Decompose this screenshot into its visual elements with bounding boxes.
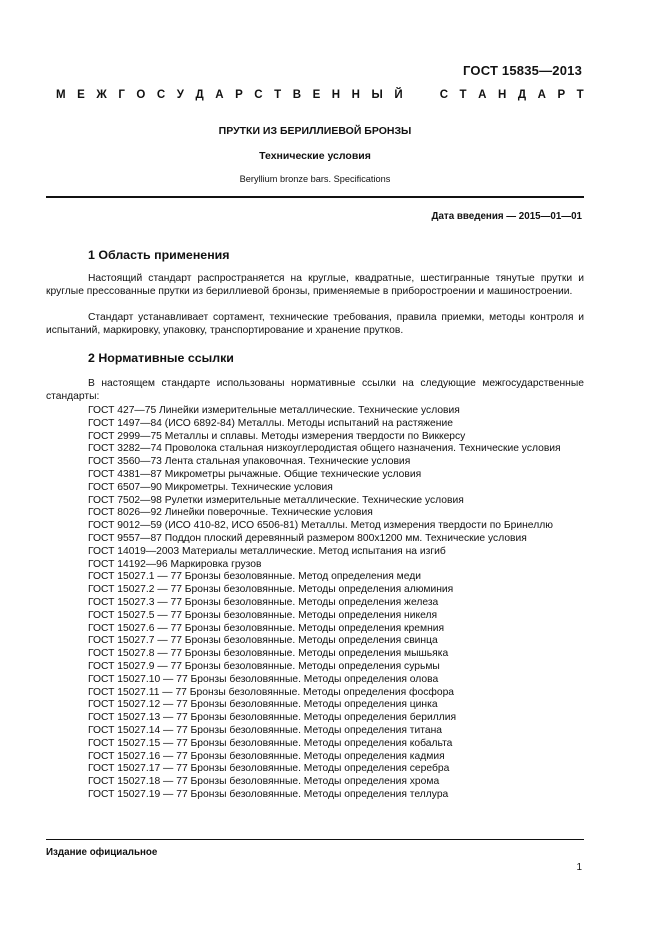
reference-item: ГОСТ 3560—73 Лента стальная упаковочная. Технические условия bbox=[88, 456, 411, 468]
reference-item: ГОСТ 15027.16 — 77 Бронзы безоловянные. Методы определения кадмия bbox=[88, 750, 445, 762]
reference-item: ГОСТ 14192—96 Маркировка грузов bbox=[88, 558, 262, 570]
reference-item: ГОСТ 15027.2 — 77 Бронзы безоловянные. Методы определения алюминия bbox=[88, 584, 454, 596]
reference-item: ГОСТ 15027.3 — 77 Бронзы безоловянные. Методы определения железа bbox=[88, 596, 439, 608]
reference-item: ГОСТ 6507—90 Микрометры. Технические условия bbox=[88, 481, 333, 493]
reference-item: ГОСТ 8026—92 Линейки поверочные. Технические условия bbox=[88, 507, 373, 519]
reference-item: ГОСТ 7502—98 Рулетки измерительные металлические. Технические условия bbox=[88, 494, 464, 506]
reference-item: ГОСТ 15027.11 — 77 Бронзы безоловянные. Методы определения фосфора bbox=[88, 686, 455, 698]
page-number: 1 bbox=[576, 862, 582, 873]
reference-item: ГОСТ 15027.18 — 77 Бронзы безоловянные. Методы определения хрома bbox=[88, 776, 440, 788]
footer-divider bbox=[46, 839, 584, 840]
reference-item: ГОСТ 15027.1 — 77 Бронзы безоловянные. Метод определения меди bbox=[88, 571, 421, 583]
reference-item: ГОСТ 15027.14 — 77 Бронзы безоловянные. Методы определения титана bbox=[88, 724, 442, 736]
official-edition-label: Издание официальное bbox=[46, 847, 158, 858]
section-2-heading: 2 Нормативные ссылки bbox=[88, 351, 234, 365]
reference-item: ГОСТ 15027.10 — 77 Бронзы безоловянные. Методы определения олова bbox=[88, 673, 439, 685]
reference-item: ГОСТ 15027.5 — 77 Бронзы безоловянные. Методы определения никеля bbox=[88, 609, 438, 621]
reference-item: ГОСТ 15027.8 — 77 Бронзы безоловянные. Методы определения мышьяка bbox=[88, 648, 449, 660]
reference-item: ГОСТ 15027.12 — 77 Бронзы безоловянные. Методы определения цинка bbox=[88, 699, 438, 711]
reference-item: ГОСТ 15027.15 — 77 Бронзы безоловянные. Методы определения кобальта bbox=[88, 737, 453, 749]
reference-item: ГОСТ 2999—75 Металлы и сплавы. Методы измерения твердости по Виккерсу bbox=[88, 430, 466, 442]
reference-item: ГОСТ 15027.17 — 77 Бронзы безоловянные. Методы определения серебра bbox=[88, 763, 450, 775]
interstate-standard-banner: М Е Ж Г О С У Д А Р С Т В Е Н Н Ы Й С Т А Н Д А Р Т bbox=[56, 89, 584, 101]
section-1-paragraph-1: Настоящий стандарт распространяется на круглые, квадратные, шестигранные тянутые прутки и круглые прессованные прутки из бериллиевой бронзы, применяемые в приборостроении и машиностроении. bbox=[46, 273, 584, 297]
reference-item: ГОСТ 9012—59 (ИСО 410-82, ИСО 6506-81) Металлы. Метод измерения твердости по Бринеллю bbox=[88, 520, 553, 532]
reference-item: ГОСТ 9557—87 Поддон плоский деревянный размером 800х1200 мм. Технические условия bbox=[88, 532, 527, 544]
section-1-paragraph-2: Стандарт устанавливает сортамент, технические требования, правила приемки, методы контроля и испытаний, маркировку, упаковку, транспортирование и хранение прутков. bbox=[46, 312, 584, 336]
document-title: ПРУТКИ ИЗ БЕРИЛЛИЕВОЙ БРОНЗЫ bbox=[218, 125, 412, 137]
reference-item: ГОСТ 3282—74 Проволока стальная низкоуглеродистая общего назначения. Технические условия bbox=[88, 443, 561, 455]
reference-item: ГОСТ 427—75 Линейки измерительные металлические. Технические условия bbox=[88, 405, 460, 416]
effective-date: Дата введения — 2015—01—01 bbox=[431, 211, 582, 222]
reference-item: ГОСТ 4381—87 Микрометры рычажные. Общие технические условия bbox=[88, 468, 422, 480]
section-2-intro: В настоящем стандарте использованы нормативные ссылки на следующие межгосударственные стандарты: bbox=[46, 378, 584, 402]
normative-references-list bbox=[46, 405, 584, 802]
reference-item: ГОСТ 15027.6 — 77 Бронзы безоловянные. Методы определения кремния bbox=[88, 622, 445, 634]
reference-item: ГОСТ 15027.13 — 77 Бронзы безоловянные. Методы определения бериллия bbox=[88, 712, 457, 724]
english-title: Beryllium bronze bars. Specifications bbox=[239, 174, 391, 184]
section-1-heading: 1 Область применения bbox=[88, 248, 230, 262]
reference-item: ГОСТ 15027.9 — 77 Бронзы безоловянные. Методы определения сурьмы bbox=[88, 660, 440, 672]
reference-item: ГОСТ 15027.7 — 77 Бронзы безоловянные. Методы определения свинца bbox=[88, 635, 438, 647]
reference-item: ГОСТ 14019—2003 Материалы металлические. Метод испытания на изгиб bbox=[88, 545, 446, 557]
reference-item: ГОСТ 1497—84 (ИСО 6892-84) Металлы. Методы испытаний на растяжение bbox=[88, 417, 453, 429]
document-subtitle: Технические условия bbox=[259, 150, 371, 162]
header-divider bbox=[46, 196, 584, 198]
reference-item: ГОСТ 15027.19 — 77 Бронзы безоловянные. Методы определения теллура bbox=[88, 788, 449, 800]
document-number: ГОСТ 15835—2013 bbox=[463, 63, 582, 78]
